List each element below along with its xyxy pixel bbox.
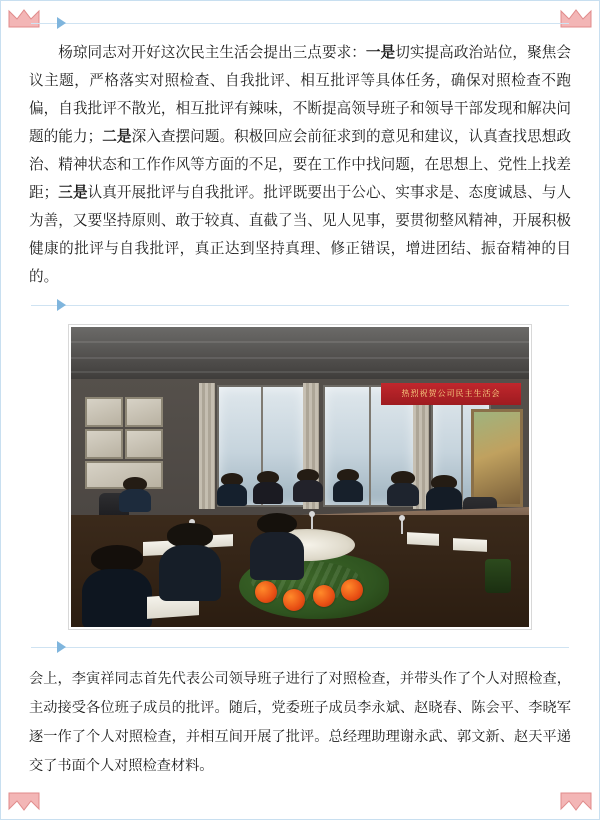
photo-attendee bbox=[221, 473, 243, 505]
paragraph-meeting-summary-text: 会上，李寅祥同志首先代表公司领导班子进行了对照检查，并带头作了个人对照检查，主动接受各位班子成员的批评。随后，党委班子成员李永斌、赵晓春、陈会平、李晓军逐一作了个人对照检查，并相互间开展了批评。总经理助理谢永武、郭文新、赵天平递交了书面个人对照检查材料。 bbox=[29, 671, 571, 775]
photo-wall-plaque bbox=[125, 429, 163, 459]
photo-wall-plaque bbox=[85, 429, 123, 459]
divider-middle bbox=[31, 299, 569, 311]
photo-attendee bbox=[123, 477, 147, 511]
corner-ornament-bottom-right-icon bbox=[559, 791, 593, 813]
photo-attendee bbox=[297, 469, 319, 501]
photo-potted-plant bbox=[485, 559, 511, 593]
arrow-marker-icon bbox=[57, 641, 66, 653]
photo-banner: 热烈祝贺公司民主生活会 bbox=[381, 383, 521, 405]
photo-document bbox=[453, 538, 487, 552]
photo-wall-plaque bbox=[85, 397, 123, 427]
meeting-photo-image bbox=[71, 327, 529, 627]
photo-attendee bbox=[91, 545, 143, 623]
paragraph-meeting-summary bbox=[29, 665, 571, 781]
divider-top bbox=[31, 17, 569, 29]
paragraph-requirements bbox=[29, 39, 571, 291]
emphasis-run: 一是 bbox=[365, 44, 396, 61]
emphasis-run: 二是 bbox=[102, 128, 132, 146]
meeting-photo bbox=[69, 325, 531, 629]
arrow-marker-icon bbox=[57, 17, 66, 29]
photo-attendee bbox=[167, 523, 213, 595]
photo-document bbox=[407, 532, 439, 546]
photo-microphone bbox=[401, 519, 403, 534]
photo-attendee bbox=[337, 469, 359, 501]
emphasis-run: 三是 bbox=[58, 184, 88, 202]
arrow-marker-icon bbox=[57, 299, 66, 311]
photo-wall-painting bbox=[471, 409, 523, 507]
text-run: 认真开展批评与自我批评。批评既要出于公心、实事求是、态度诚恳、与人为善，又要坚持原则、敢于较真、直截了当、见人见事，要贯彻整风精神，开展积极健康的批评与自我批评，真正达到坚持真理、修正错误，增进团结、振奋精神的目的。 bbox=[29, 184, 571, 286]
photo-attendee bbox=[257, 471, 279, 503]
photo-attendee bbox=[257, 513, 297, 575]
divider-bottom bbox=[31, 641, 569, 653]
text-run: 杨琼同志对开好这次民主生活会提出三点要求： bbox=[58, 44, 366, 61]
text-run: 深入查摆问题。积极回应会前征求到的意见和建议，认真查找思想政治、精神状态和工作作风等方面的不足，要在工作中找问题，在思想上、党性上找差距； bbox=[29, 128, 571, 202]
paragraph-requirements-text bbox=[29, 44, 571, 285]
photo-attendee bbox=[391, 471, 415, 505]
photo-attendee bbox=[431, 475, 457, 511]
corner-ornament-bottom-left-icon bbox=[7, 791, 41, 813]
text-run: 切实提高政治站位，聚焦会议主题，严格落实对照检查、自我批评、相互批评等具体任务，确保对照检查不跑偏，自我批评不散光，相互批评有辣味，不断提高领导班子和领导干部发现和解决问题的能力； bbox=[29, 44, 571, 146]
photo-ceiling bbox=[71, 327, 529, 379]
photo-wall-plaque bbox=[125, 397, 163, 427]
